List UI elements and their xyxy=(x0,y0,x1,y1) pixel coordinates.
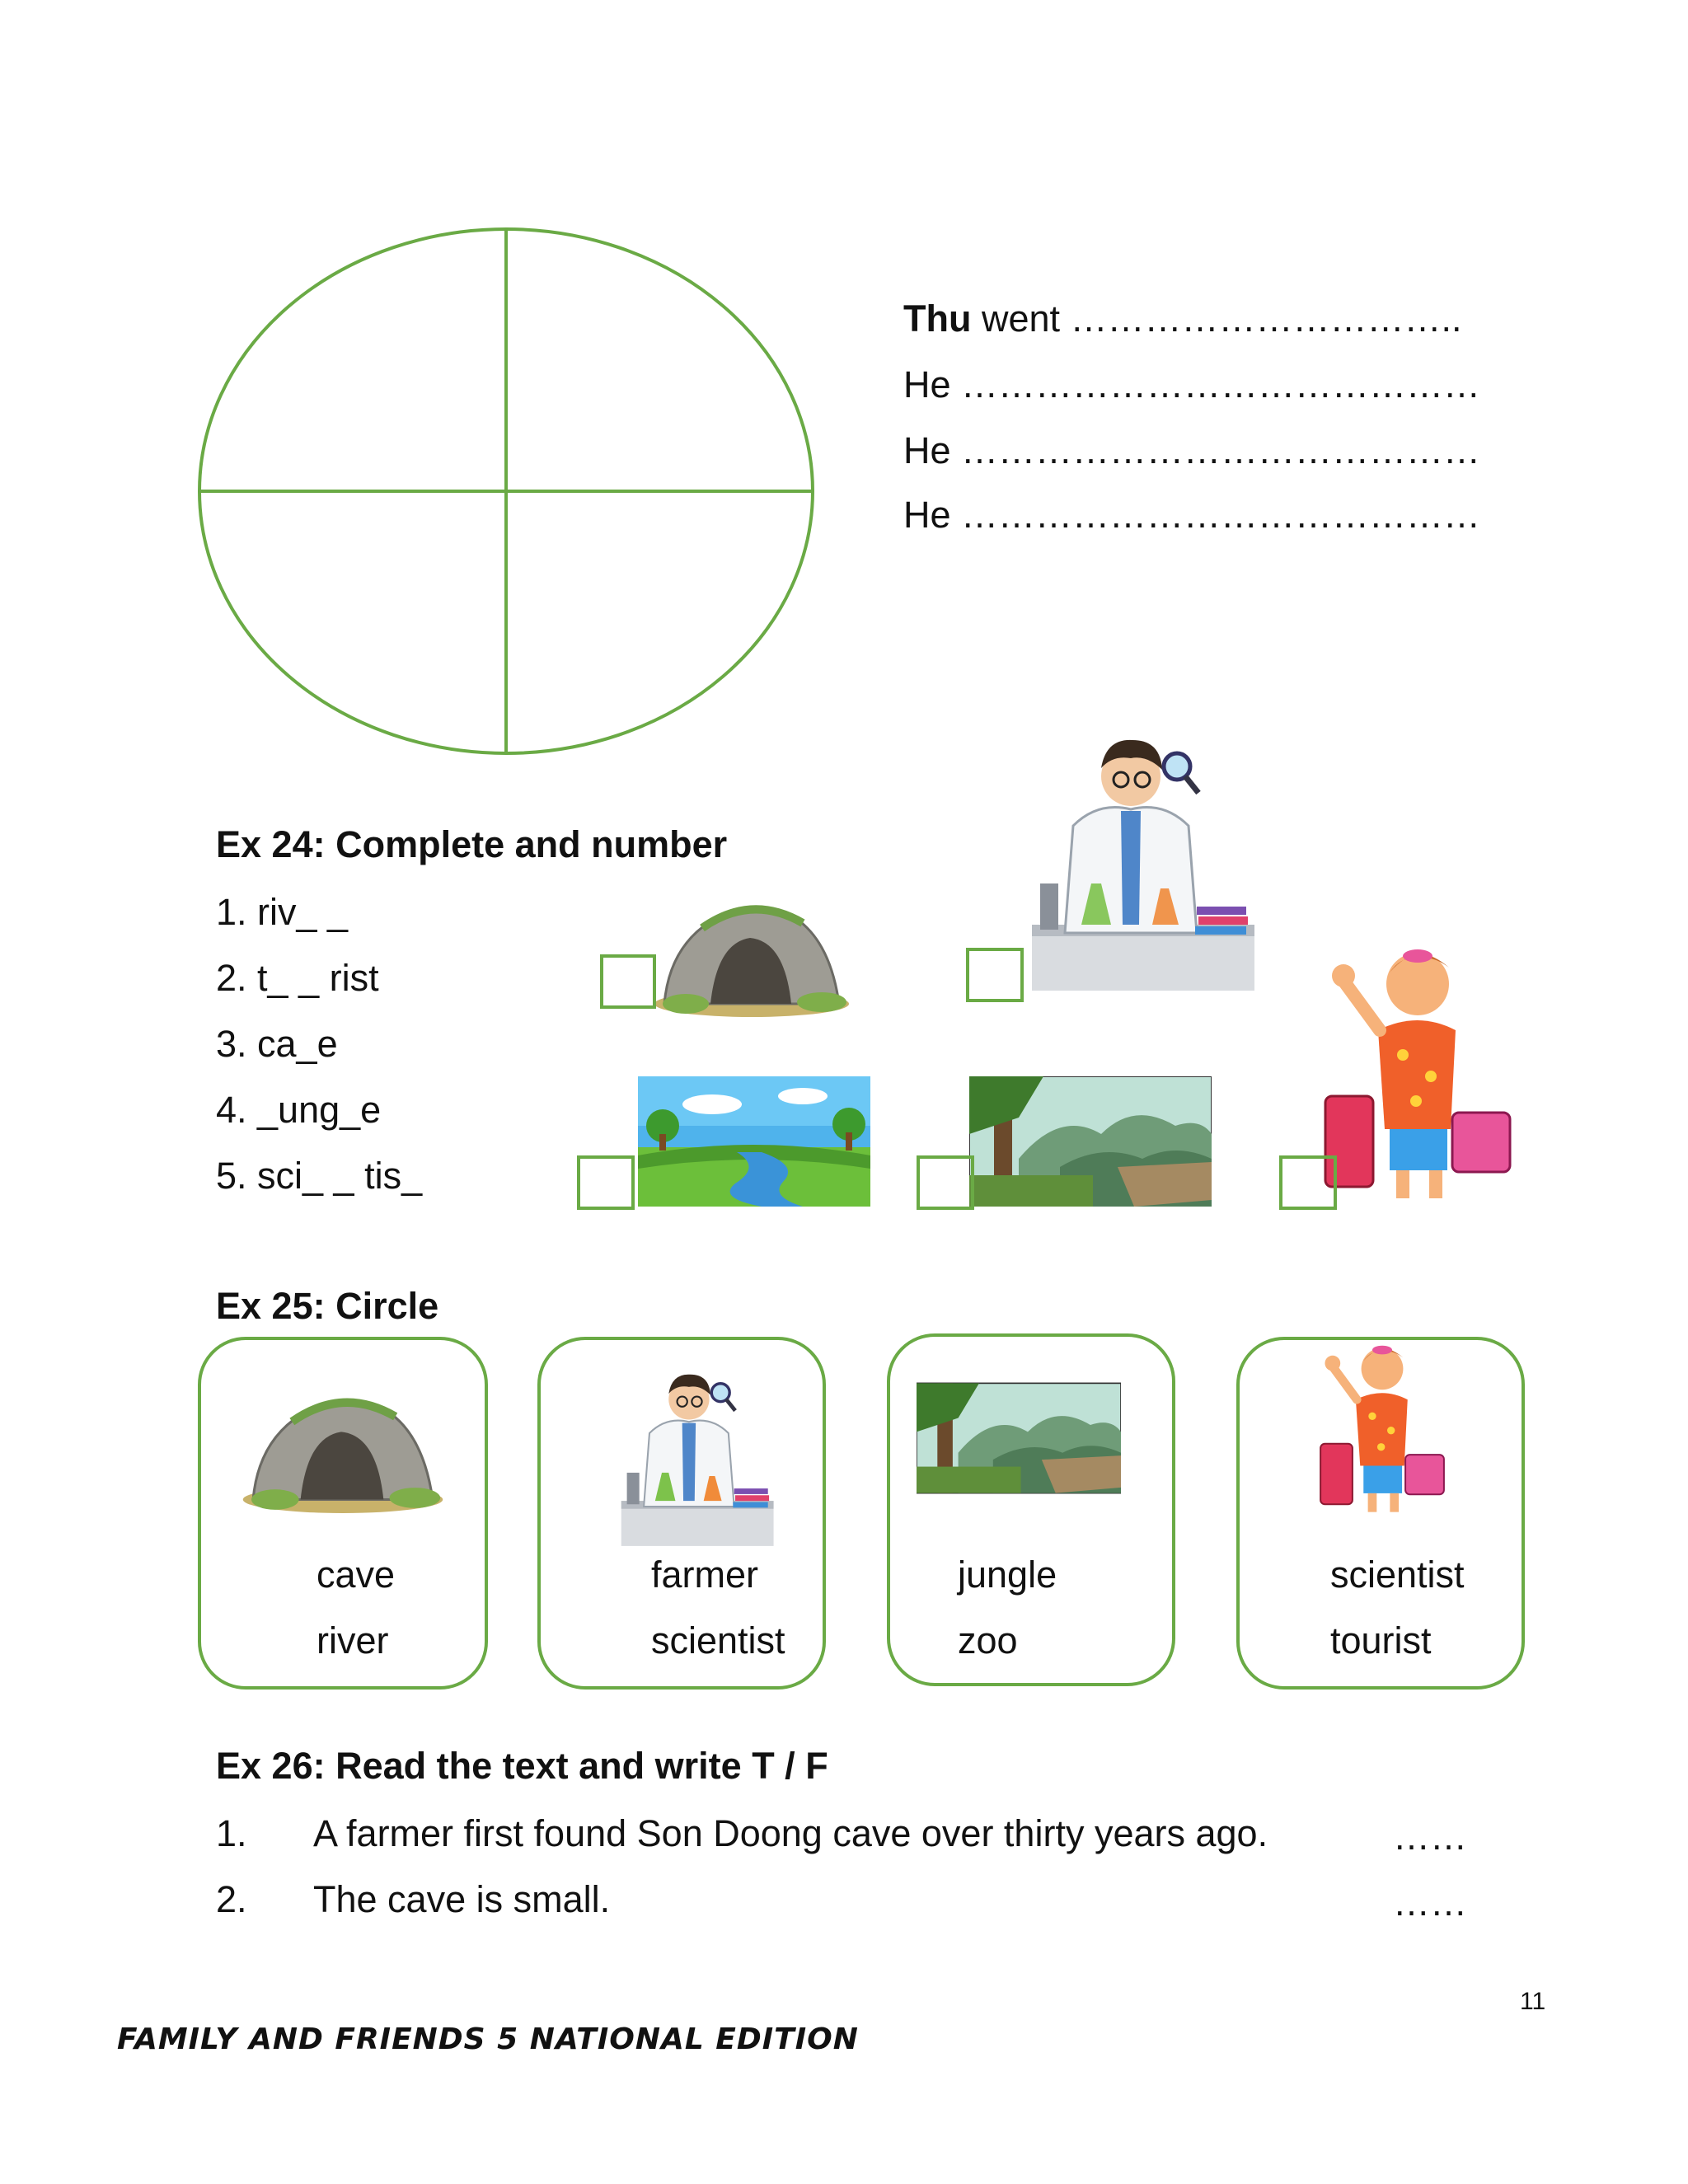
write-line-text: went xyxy=(971,298,1071,340)
ex26-item-1-number: 1. xyxy=(216,1812,247,1854)
write-line-bold: Thu xyxy=(903,298,972,340)
cave-picture xyxy=(653,898,851,1019)
ex26-item-2-number: 2. xyxy=(216,1878,247,1920)
scientist-picture xyxy=(610,1360,775,1549)
ex26-item-2-text: The cave is small. xyxy=(313,1878,611,1920)
write-line-text: He xyxy=(903,494,962,536)
write-line-3 xyxy=(903,429,1481,471)
write-line-text: He xyxy=(903,363,962,405)
ex24-item-4: 4. _ung_e xyxy=(216,1089,382,1131)
option-word[interactable]: zoo xyxy=(958,1619,1018,1661)
jungle-picture xyxy=(969,1076,1212,1207)
write-line-1 xyxy=(903,298,1462,340)
tourist-picture xyxy=(1311,1333,1451,1516)
write-line-text: He xyxy=(903,429,962,471)
ex24-item-5: 5. sci_ _ tis_ xyxy=(216,1155,423,1197)
write-line-dots: …………………………………… xyxy=(961,429,1481,471)
ex26-title: Ex 26: Read the text and write T / F xyxy=(216,1745,828,1787)
cave-picture xyxy=(241,1391,445,1515)
write-line-dots: …………………………………… xyxy=(961,363,1481,405)
option-word[interactable]: farmer xyxy=(651,1554,759,1596)
number-box-scientist[interactable] xyxy=(966,948,1024,1002)
tourist-picture xyxy=(1311,931,1520,1205)
write-line-dots: ………………………….. xyxy=(1070,298,1462,340)
river-picture xyxy=(638,1076,870,1207)
ex24-item-1: 1. riv_ _ xyxy=(216,891,349,933)
ex24-item-2: 2. t_ _ rist xyxy=(216,957,379,999)
option-word[interactable]: scientist xyxy=(651,1619,785,1661)
write-line-4 xyxy=(903,494,1481,536)
option-word[interactable]: cave xyxy=(316,1554,396,1596)
option-word[interactable]: tourist xyxy=(1330,1619,1432,1661)
quarter-circle-diagram xyxy=(195,226,818,760)
ex25-card-cave xyxy=(198,1337,488,1690)
number-box-river[interactable] xyxy=(577,1155,635,1210)
write-line-dots: …………………………………… xyxy=(961,494,1481,536)
ex24-title: Ex 24: Complete and number xyxy=(216,823,728,865)
option-word[interactable]: jungle xyxy=(958,1554,1057,1596)
option-word[interactable]: river xyxy=(316,1619,389,1661)
write-line-2 xyxy=(903,363,1481,405)
number-box-cave[interactable] xyxy=(600,954,656,1009)
ex26-item-1-answer-blank[interactable]: …… xyxy=(1393,1816,1467,1858)
number-box-tourist[interactable] xyxy=(1279,1155,1337,1210)
ex25-card-scientist xyxy=(537,1337,826,1690)
ex24-item-3: 3. ca_e xyxy=(216,1023,338,1065)
book-series-footer: FAMILY AND FRIENDS 5 NATIONAL EDITION xyxy=(117,2022,859,2056)
page-number: 11 xyxy=(1520,1988,1546,2015)
jungle-picture xyxy=(917,1373,1121,1503)
ex26-item-1-text: A farmer first found Son Doong cave over thirty years ago. xyxy=(313,1812,1268,1854)
ex25-card-jungle xyxy=(887,1333,1175,1686)
ex26-item-2-answer-blank[interactable]: …… xyxy=(1393,1882,1467,1924)
option-word[interactable]: scientist xyxy=(1330,1554,1465,1596)
scientist-picture xyxy=(1015,719,1256,996)
number-box-jungle[interactable] xyxy=(917,1155,974,1210)
ex25-card-tourist xyxy=(1236,1337,1525,1690)
ex25-title: Ex 25: Circle xyxy=(216,1285,439,1327)
